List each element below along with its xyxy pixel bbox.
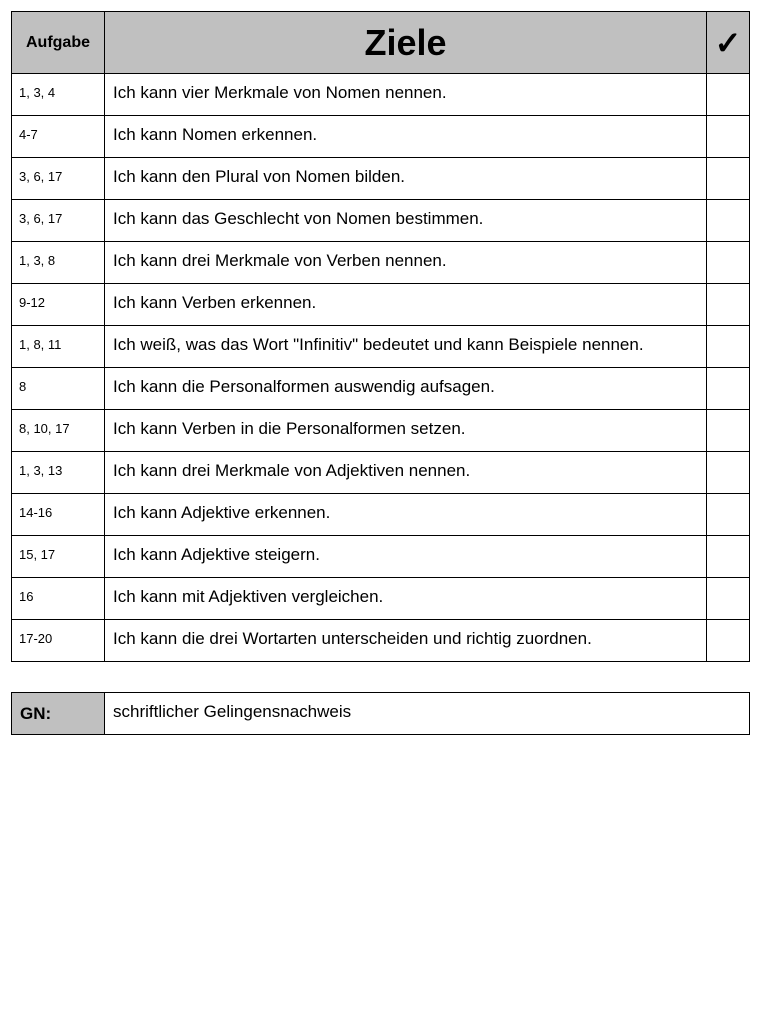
check-cell[interactable] xyxy=(707,578,750,620)
table-row xyxy=(12,74,750,116)
gn-description: schriftlicher Gelingensnachweis xyxy=(105,693,750,735)
goal-text: Ich weiß, was das Wort "Infinitiv" bedeutet und kann Beispiele nennen. xyxy=(105,326,707,368)
check-cell[interactable] xyxy=(707,158,750,200)
task-numbers: 14-16 xyxy=(12,494,105,536)
table-row xyxy=(12,536,750,578)
task-numbers: 15, 17 xyxy=(12,536,105,578)
table-row xyxy=(12,158,750,200)
table-row xyxy=(12,200,750,242)
table-row xyxy=(12,620,750,662)
goal-text: Ich kann drei Merkmale von Verben nennen. xyxy=(105,242,707,284)
check-cell[interactable] xyxy=(707,620,750,662)
goals-table xyxy=(11,11,750,662)
goal-text: Ich kann Verben erkennen. xyxy=(105,284,707,326)
header-row xyxy=(12,12,750,74)
check-cell[interactable] xyxy=(707,368,750,410)
table-row xyxy=(12,284,750,326)
task-numbers: 9-12 xyxy=(12,284,105,326)
task-numbers: 3, 6, 17 xyxy=(12,158,105,200)
goal-text: Ich kann die Personalformen auswendig aufsagen. xyxy=(105,368,707,410)
check-cell[interactable] xyxy=(707,452,750,494)
task-numbers: 1, 3, 8 xyxy=(12,242,105,284)
check-cell[interactable] xyxy=(707,536,750,578)
goal-text: Ich kann mit Adjektiven vergleichen. xyxy=(105,578,707,620)
table-row xyxy=(12,578,750,620)
goal-text: Ich kann Adjektive erkennen. xyxy=(105,494,707,536)
check-cell[interactable] xyxy=(707,74,750,116)
table-row xyxy=(12,116,750,158)
task-numbers: 17-20 xyxy=(12,620,105,662)
table-row xyxy=(12,494,750,536)
header-task: Aufgabe xyxy=(12,12,105,74)
gn-table xyxy=(11,692,750,735)
goal-text: Ich kann Nomen erkennen. xyxy=(105,116,707,158)
gn-row xyxy=(12,693,750,735)
check-cell[interactable] xyxy=(707,410,750,452)
goal-text: Ich kann Adjektive steigern. xyxy=(105,536,707,578)
table-row xyxy=(12,410,750,452)
task-numbers: 8 xyxy=(12,368,105,410)
table-row xyxy=(12,242,750,284)
check-cell[interactable] xyxy=(707,116,750,158)
table-row xyxy=(12,326,750,368)
task-numbers: 16 xyxy=(12,578,105,620)
header-checkmark-icon: ✓ xyxy=(707,12,750,74)
check-cell[interactable] xyxy=(707,200,750,242)
goal-text: Ich kann drei Merkmale von Adjektiven nennen. xyxy=(105,452,707,494)
goal-text: Ich kann das Geschlecht von Nomen bestimmen. xyxy=(105,200,707,242)
check-cell[interactable] xyxy=(707,494,750,536)
table-row xyxy=(12,368,750,410)
task-numbers: 1, 8, 11 xyxy=(12,326,105,368)
gn-label: GN: xyxy=(12,693,105,735)
goal-text: Ich kann Verben in die Personalformen setzen. xyxy=(105,410,707,452)
check-cell[interactable] xyxy=(707,242,750,284)
goal-text: Ich kann vier Merkmale von Nomen nennen. xyxy=(105,74,707,116)
task-numbers: 4-7 xyxy=(12,116,105,158)
task-numbers: 8, 10, 17 xyxy=(12,410,105,452)
task-numbers: 1, 3, 13 xyxy=(12,452,105,494)
table-row xyxy=(12,452,750,494)
check-cell[interactable] xyxy=(707,326,750,368)
task-numbers: 1, 3, 4 xyxy=(12,74,105,116)
header-goals: Ziele xyxy=(105,12,707,74)
check-cell[interactable] xyxy=(707,284,750,326)
goal-text: Ich kann die drei Wortarten unterscheiden und richtig zuordnen. xyxy=(105,620,707,662)
goal-text: Ich kann den Plural von Nomen bilden. xyxy=(105,158,707,200)
task-numbers: 3, 6, 17 xyxy=(12,200,105,242)
